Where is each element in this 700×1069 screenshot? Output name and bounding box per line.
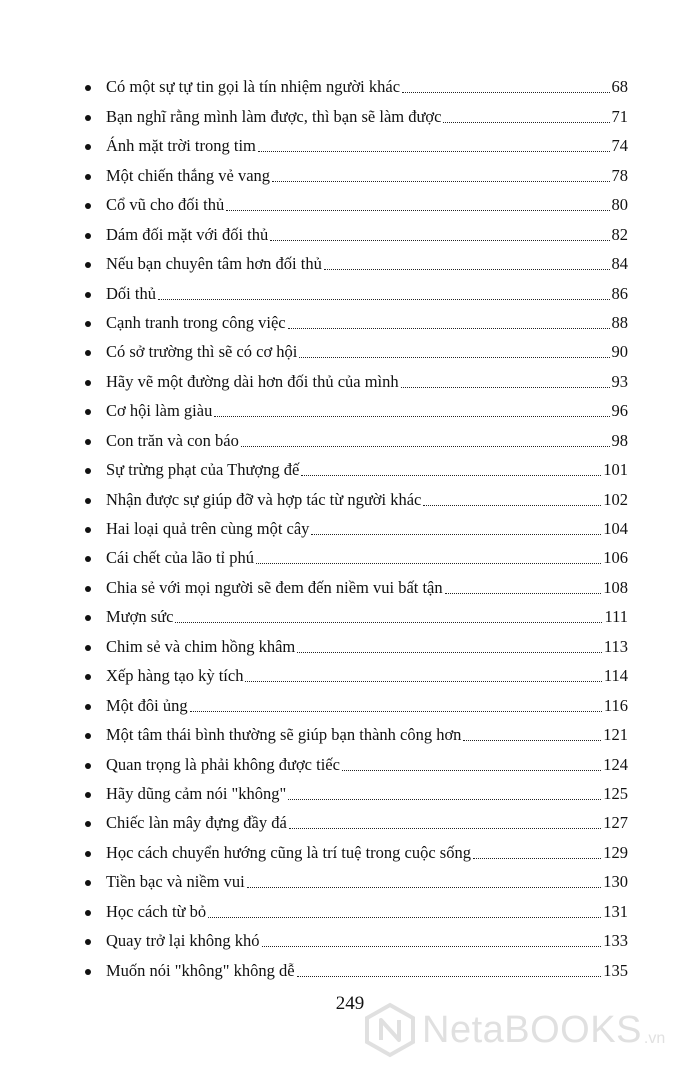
toc-entry-page: 74 bbox=[611, 136, 628, 156]
toc-entry-page: 111 bbox=[604, 607, 628, 627]
toc-entry bbox=[82, 657, 628, 686]
bullet-icon bbox=[85, 704, 91, 710]
toc-entry-page: 129 bbox=[603, 842, 628, 862]
toc-entry bbox=[82, 922, 628, 951]
toc-entry-page: 106 bbox=[603, 548, 628, 568]
toc-entry-title: Hãy vẽ một đường dài hơn đối thủ của mình bbox=[106, 371, 399, 391]
bullet-icon bbox=[85, 792, 91, 798]
bullet-icon bbox=[85, 233, 91, 239]
toc-entry-title: Cơ hội làm giàu bbox=[106, 401, 213, 421]
toc-entry bbox=[82, 127, 628, 156]
bullet-icon bbox=[85, 380, 91, 386]
netabooks-logo-icon bbox=[362, 1002, 418, 1058]
dot-leader bbox=[311, 534, 601, 535]
toc-entry-title: Dám đối mặt với đối thủ bbox=[106, 224, 269, 244]
toc-entry-title: Học cách chuyển hướng cũng là trí tuệ trong cuộc sống bbox=[106, 842, 471, 862]
dot-leader bbox=[473, 858, 601, 859]
toc-entry-page: 125 bbox=[603, 783, 628, 803]
toc-entry-page: 88 bbox=[611, 312, 628, 332]
toc-entry-page: 108 bbox=[603, 577, 628, 597]
bullet-icon bbox=[85, 409, 91, 415]
toc-entry bbox=[82, 362, 628, 391]
dot-leader bbox=[175, 622, 602, 623]
bullet-icon bbox=[85, 851, 91, 857]
bullet-icon bbox=[85, 292, 91, 298]
dot-leader bbox=[247, 887, 602, 888]
toc-entry bbox=[82, 568, 628, 597]
toc-entry-title: Một chiến thắng vẻ vang bbox=[106, 165, 271, 185]
toc-entry-page: 127 bbox=[603, 813, 628, 833]
toc-entry-title: Một đôi ủng bbox=[106, 695, 188, 715]
dot-leader bbox=[256, 563, 601, 564]
toc-entry-page: 78 bbox=[611, 165, 628, 185]
toc-entry-title: Cạnh tranh trong công việc bbox=[106, 312, 286, 332]
toc-entry bbox=[82, 304, 628, 333]
toc-entry-page: 116 bbox=[603, 695, 628, 715]
bullet-icon bbox=[85, 674, 91, 680]
toc-entry bbox=[82, 480, 628, 509]
toc-entry-page: 131 bbox=[603, 901, 628, 921]
dot-leader bbox=[402, 92, 609, 93]
toc-entry bbox=[82, 833, 628, 862]
bullet-icon bbox=[85, 498, 91, 504]
bullet-icon bbox=[85, 645, 91, 651]
toc-entry-title: Quay trở lại không khó bbox=[106, 931, 260, 951]
toc-entry bbox=[82, 274, 628, 303]
toc-entry-page: 104 bbox=[603, 519, 628, 538]
toc-entry bbox=[82, 716, 628, 745]
toc-entry-page: 98 bbox=[611, 430, 628, 450]
toc-entry-page: 121 bbox=[603, 725, 628, 745]
toc-entry-page: 86 bbox=[611, 283, 628, 303]
toc-entry-title: Quan trọng là phải không được tiếc bbox=[106, 754, 340, 774]
toc-entry bbox=[82, 68, 628, 97]
toc-entry bbox=[82, 392, 628, 421]
toc-entry-title: Con trăn và con báo bbox=[106, 430, 239, 450]
bullet-icon bbox=[85, 733, 91, 739]
toc-entry bbox=[82, 97, 628, 126]
bullet-icon bbox=[85, 586, 91, 592]
toc-entry-page: 84 bbox=[611, 254, 628, 274]
dot-leader bbox=[443, 122, 609, 123]
toc-entry-page: 71 bbox=[611, 106, 628, 126]
toc-entry-title: Một tâm thái bình thường sẽ giúp bạn thành công hơn bbox=[106, 725, 462, 745]
dot-leader bbox=[445, 593, 602, 594]
dot-leader bbox=[463, 740, 601, 741]
watermark bbox=[362, 1000, 692, 1060]
bullet-icon bbox=[85, 115, 91, 121]
dot-leader bbox=[288, 328, 610, 329]
bullet-icon bbox=[85, 527, 91, 533]
toc-entry bbox=[82, 863, 628, 892]
dot-leader bbox=[226, 210, 609, 211]
toc-entry-page: 68 bbox=[611, 77, 628, 97]
bullet-icon bbox=[85, 321, 91, 327]
toc-entry-title: Tiền bạc và niềm vui bbox=[106, 872, 245, 892]
toc-entry-title: Sự trừng phạt của Thượng đế bbox=[106, 460, 300, 480]
toc-entry-page: 113 bbox=[603, 636, 628, 656]
toc-entry bbox=[82, 804, 628, 833]
toc-entry-page: 135 bbox=[603, 960, 628, 980]
bullet-icon bbox=[85, 144, 91, 150]
toc-entry-page: 82 bbox=[611, 224, 628, 244]
toc-entry bbox=[82, 215, 628, 244]
toc-entry bbox=[82, 686, 628, 715]
toc-entry-title: Ánh mặt trời trong tim bbox=[106, 136, 256, 156]
toc-entry-title: Chiếc làn mây đựng đầy đá bbox=[106, 813, 287, 833]
toc-entry-title: Hãy dũng cảm nói "không" bbox=[106, 783, 287, 803]
bullet-icon bbox=[85, 910, 91, 916]
dot-leader bbox=[423, 505, 601, 506]
bullet-icon bbox=[85, 880, 91, 886]
dot-leader bbox=[158, 299, 610, 300]
dot-leader bbox=[270, 240, 609, 241]
toc-entry bbox=[82, 510, 628, 539]
toc-entry-title: Có một sự tự tin gọi là tín nhiệm người khác bbox=[106, 77, 401, 97]
toc-entry-page: 124 bbox=[603, 754, 628, 774]
bullet-icon bbox=[85, 85, 91, 91]
toc-entry-page: 130 bbox=[603, 872, 628, 892]
toc-entry-title: Nhận được sự giúp đỡ và hợp tác từ người khác bbox=[106, 489, 422, 509]
dot-leader bbox=[262, 946, 602, 947]
dot-leader bbox=[324, 269, 610, 270]
bullet-icon bbox=[85, 821, 91, 827]
toc-entry bbox=[82, 745, 628, 774]
toc-entry-title: Cái chết của lão tỉ phú bbox=[106, 548, 254, 568]
toc-entry bbox=[82, 156, 628, 185]
toc-entry-title: Mượn sức bbox=[106, 607, 174, 627]
page-number: 249 bbox=[335, 993, 365, 1014]
dot-leader bbox=[272, 181, 609, 182]
dot-leader bbox=[245, 681, 601, 682]
toc-entry-title: Học cách từ bỏ bbox=[106, 901, 207, 921]
bullet-icon bbox=[85, 556, 91, 562]
toc-entry-page: 133 bbox=[603, 931, 628, 951]
bullet-icon bbox=[85, 350, 91, 356]
bullet-icon bbox=[85, 763, 91, 769]
toc-entry-page: 114 bbox=[603, 666, 628, 686]
bullet-icon bbox=[85, 615, 91, 621]
bullet-icon bbox=[85, 262, 91, 268]
toc-entry bbox=[82, 245, 628, 274]
dot-leader bbox=[258, 151, 610, 152]
toc-entry bbox=[82, 539, 628, 568]
toc-entry-title: Nếu bạn chuyên tâm hơn đối thủ bbox=[106, 254, 322, 274]
bullet-icon bbox=[85, 174, 91, 180]
toc-entry-title: Xếp hàng tạo kỳ tích bbox=[106, 666, 244, 686]
toc-entry-title: Chia sẻ với mọi người sẽ đem đến niềm vui bất tận bbox=[106, 577, 443, 597]
toc-entry bbox=[82, 892, 628, 921]
dot-leader bbox=[190, 711, 602, 712]
dot-leader bbox=[297, 652, 602, 653]
toc-entry-page: 102 bbox=[603, 489, 628, 509]
toc-entry bbox=[82, 951, 628, 980]
watermark-suffix: .vn bbox=[643, 1030, 666, 1047]
bullet-icon bbox=[85, 969, 91, 975]
toc-entry bbox=[82, 451, 628, 480]
toc-entry bbox=[82, 421, 628, 450]
dot-leader bbox=[299, 357, 609, 358]
dot-leader bbox=[288, 799, 601, 800]
toc-entry-title: Chim sẻ và chim hồng khâm bbox=[106, 636, 296, 656]
bullet-icon bbox=[85, 939, 91, 945]
toc-entry-title: Hai loại quả trên cùng một cây bbox=[106, 519, 310, 538]
dot-leader bbox=[342, 770, 601, 771]
bullet-icon bbox=[85, 203, 91, 209]
toc-entry-title: Bạn nghĩ rằng mình làm được, thì bạn sẽ làm được bbox=[106, 106, 442, 126]
toc-entry-page: 96 bbox=[611, 401, 628, 421]
toc-entry bbox=[82, 598, 628, 627]
toc-entry-page: 80 bbox=[611, 195, 628, 215]
toc-entry bbox=[82, 775, 628, 804]
toc-entry-page: 93 bbox=[611, 371, 628, 391]
dot-leader bbox=[297, 976, 602, 977]
bullet-icon bbox=[85, 439, 91, 445]
dot-leader bbox=[401, 387, 610, 388]
dot-leader bbox=[289, 828, 601, 829]
toc-entry bbox=[82, 186, 628, 215]
toc-entry-page: 101 bbox=[603, 460, 628, 480]
toc-entry bbox=[82, 333, 628, 362]
toc-entry-title: Dối thủ bbox=[106, 283, 156, 303]
toc-entry-title: Muốn nói "không" không dễ bbox=[106, 960, 295, 980]
bullet-icon bbox=[85, 468, 91, 474]
toc-entry-title: Cổ vũ cho đối thủ bbox=[106, 195, 225, 215]
dot-leader bbox=[214, 416, 609, 417]
table-of-contents bbox=[82, 68, 628, 981]
watermark-brand: NetaBOOKS bbox=[422, 1008, 642, 1051]
dot-leader bbox=[208, 917, 601, 918]
toc-entry bbox=[82, 627, 628, 656]
dot-leader bbox=[241, 446, 610, 447]
dot-leader bbox=[301, 475, 601, 476]
toc-entry-title: Có sở trường thì sẽ có cơ hội bbox=[106, 342, 298, 362]
toc-entry-page: 90 bbox=[611, 342, 628, 362]
